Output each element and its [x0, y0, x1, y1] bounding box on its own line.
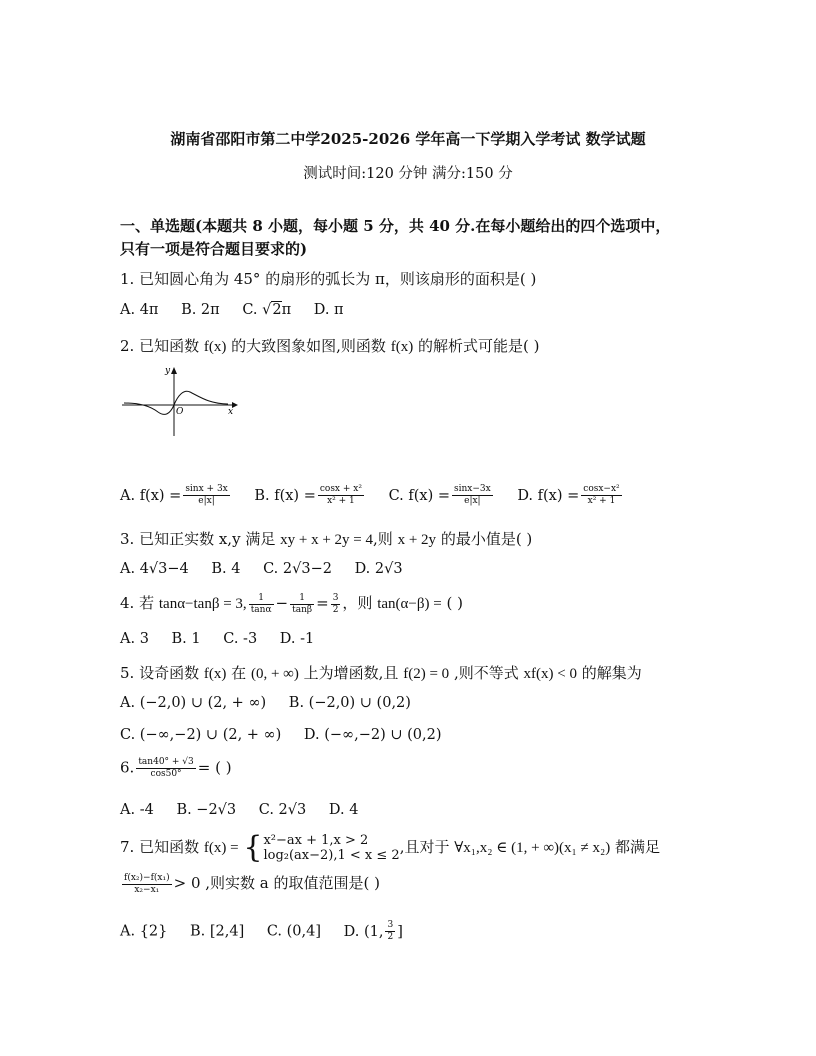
- option-a: A. 3: [120, 631, 149, 647]
- option-d: D. π: [313, 302, 344, 318]
- question-3-stem: 3. 已知正实数 x,y 满足 xy + x + 2y = 4,则 x + 2y 的最小值是( ): [120, 530, 533, 548]
- page-title: 湖南省邵阳市第二中学2025-2026 学年高一下学期入学考试 数学试题: [170, 130, 646, 148]
- question-7-stem-line1: 7. 已知函数 f(x) = { x²−ax + 1,x > 2 log₂(ax−2),1 < x ≤ 2 ,且对于 ∀x₁,x₂ ∈ (1, + ∞)(x₁ ≠ x₂) 都满足: [120, 830, 660, 865]
- option-a: A. 4π: [120, 302, 159, 318]
- question-4-stem: 4. 若 tanα−tanβ = 3, $\frac{1}{\tan\alpha}$ − $\frac{1}{\tan\beta}$ = $\frac{3}{2}$ ，则 tan(α−β) = ( ): [120, 592, 463, 615]
- option-b: B. 4: [211, 561, 241, 577]
- option-d: D. f(x) = $\frac{\text{cosx−x²}}{\text{x² + 1}}$: [517, 484, 620, 506]
- question-2-options: [120, 484, 624, 507]
- option-b: B. [2,4]: [189, 923, 245, 940]
- function-graph: [120, 362, 240, 440]
- option-d: D. 2√3: [354, 561, 403, 577]
- section-heading-line2: 只有一项是符合题目要求的): [120, 240, 308, 258]
- exam-info: 测试时间:120 分钟 满分:150 分: [303, 166, 513, 182]
- question-7-stem-line2: $\frac{\text{f(x₂)−f(x₁)}}{\text{x₂−x₁}}$ > 0 ,则实数 a 的取值范围是( ): [124, 872, 380, 895]
- question-7-options: [120, 920, 403, 943]
- question-5-stem: 5. 设奇函数 f(x) 在 (0, + ∞) 上为增函数,且 f(2) = 0 ,则不等式 xf(x) < 0 的解集为: [120, 664, 642, 682]
- question-1-stem: 1. 已知圆心角为 45° 的扇形的弧长为 π，则该扇形的面积是( ): [120, 270, 537, 288]
- question-4-options: [120, 631, 314, 647]
- question-6-options: [120, 802, 358, 818]
- option-c: C. 2√3: [258, 802, 307, 818]
- option-c: C. (−∞,−2) ∪ (2, + ∞): [120, 727, 282, 743]
- question-3-options: [120, 561, 403, 577]
- option-b: B. −2√3: [176, 802, 237, 818]
- option-b: B. 1: [171, 631, 201, 647]
- option-c: C. (0,4]: [266, 923, 322, 940]
- question-1-options: [120, 302, 344, 318]
- option-b: B. f(x) = $\frac{\text{cosx + x²}}{\text{x² + 1}}$: [254, 484, 362, 506]
- question-2-stem: 2. 已知函数 f(x) 的大致图象如图,则函数 f(x) 的解析式可能是( ): [120, 337, 540, 355]
- option-c: C. f(x) = $\frac{\sin x-3x}{e|x|}$: [388, 484, 491, 506]
- piecewise-function: { x²−ax + 1,x > 2 log₂(ax−2),1 < x ≤ 2: [243, 830, 400, 865]
- option-d: D. (−∞,−2) ∪ (0,2): [303, 727, 442, 743]
- option-d: D. 4: [328, 802, 359, 818]
- section-heading: [120, 215, 670, 261]
- option-d: D. -1: [279, 631, 315, 647]
- option-b: B. (−2,0) ∪ (0,2): [288, 695, 411, 711]
- x-label: x: [228, 407, 234, 417]
- option-a: A. 4√3−4: [120, 561, 189, 577]
- y-axis-arrow: [171, 367, 177, 374]
- y-label: y: [165, 366, 171, 376]
- question-6-stem: 6. $\frac{\tan 40^\circ + √3}{\cos 50^\circ}$ = ( ): [120, 757, 232, 779]
- section-heading-line1: 一、单选题(本题共 8 小题，每小题 5 分，共 40 分.在每小题给出的四个选项中，: [120, 217, 671, 235]
- question-5-options-row2: [120, 727, 442, 743]
- question-5-options-row1: [120, 695, 411, 711]
- option-c: C. 2√3−2: [263, 561, 332, 577]
- option-b: B. 2π: [181, 302, 220, 318]
- option-a: A. {2}: [120, 923, 168, 940]
- option-c: C. -3: [223, 631, 258, 647]
- origin-label: O: [176, 407, 184, 417]
- option-a: A. -4: [120, 802, 154, 818]
- option-c: C. √2π: [242, 302, 292, 318]
- option-d: D. (1, $\frac{3}{2}$ ]: [343, 920, 403, 942]
- option-a: A. (−2,0) ∪ (2, + ∞): [120, 695, 267, 711]
- option-a: A. f(x) = $\frac{\sin x + 3x}{e|x|}$: [120, 484, 228, 506]
